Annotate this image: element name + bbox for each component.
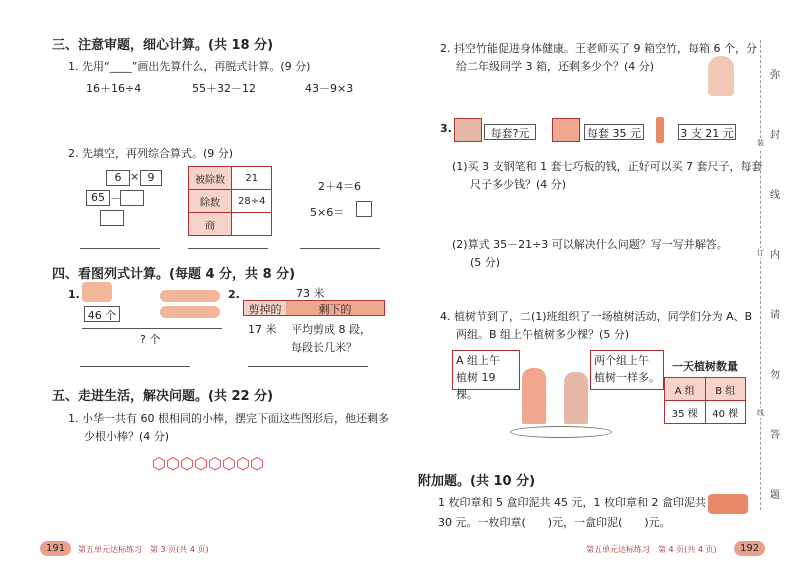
r-q2-line2: 给二年级同学 3 箱，还剩多少个？(4 分): [456, 60, 655, 73]
ruler-set-icon: [454, 118, 482, 142]
pen-icon: [656, 117, 664, 143]
rope-left: 剩下的: [286, 301, 384, 315]
r-q3-2-line2: (5 分): [470, 256, 501, 269]
pic-q1-number: 1.: [68, 288, 80, 301]
tree-count-table: [664, 358, 746, 424]
pic-q2-len: 17 米: [248, 323, 277, 336]
q5-1-line2: 少根小棒？(4 分): [84, 430, 170, 443]
tbl-head-divisor: 除数: [189, 190, 232, 213]
rope-bar: [243, 300, 385, 316]
r-q4-line1: 4. 植树节到了，二(1)班组织了一场植树活动，同学们分为 A、B: [440, 310, 753, 323]
brace-line: [82, 328, 222, 329]
division-table: [188, 166, 272, 236]
chain-box-result2[interactable]: [100, 210, 124, 226]
tree-val-a: 35 棵: [665, 401, 706, 424]
eq-2: 5×6＝: [310, 206, 345, 219]
rope-cut: 剪掉的: [244, 301, 287, 315]
bonus-line2: 30 元。一枚印章( )元，一盒印泥( )元。: [438, 516, 671, 529]
side-mark-1: 装: [757, 139, 764, 147]
page-number-right: 192: [734, 541, 765, 556]
side-char-2: 封: [770, 130, 780, 141]
pic-q2-text2: 每段长几米？: [291, 341, 357, 354]
ground-icon: [510, 426, 612, 438]
expr-3: 43－9×3: [305, 82, 354, 95]
side-mark-2: 订: [757, 249, 764, 257]
r-q3-1-line2: 尺子多少钱？(4 分): [470, 178, 567, 191]
page-number-left: 191: [40, 541, 71, 556]
chain-diagram: 6 × 9 65 －: [78, 166, 188, 236]
side-dash: [760, 40, 761, 510]
bubble-b: [590, 350, 664, 390]
bonus-line1: 1 枚印章和 5 盒印泥共 45 元，1 枚印章和 2 盒印泥共: [438, 496, 706, 509]
planting-illustration: [450, 348, 660, 440]
side-mark-3: 线: [757, 409, 764, 417]
pic-q2-total: 73 米: [296, 287, 325, 300]
chain-box-c: 65: [86, 190, 110, 206]
price-1: 每套?元: [484, 124, 536, 140]
plates-icon: [160, 290, 220, 302]
section-3-title: 三、注意审题，细心计算。(共 18 分): [52, 38, 274, 53]
tbl-val-dividend: 21: [232, 167, 272, 190]
price-2: 每套 35 元: [584, 124, 644, 140]
bubble-a-line1: A 组上午: [456, 354, 501, 367]
hexagon-row: ⬡⬡⬡⬡⬡⬡⬡⬡: [152, 454, 264, 473]
tbl-head-dividend: 被除数: [189, 167, 232, 190]
tbl-head-quotient: 商: [189, 213, 232, 236]
q1-prompt: 1. 先用“____”画出先算什么，再脱式计算。(9 分): [68, 60, 311, 73]
bubble-b-line1: 两个组上午: [594, 354, 649, 367]
q2-prompt: 2. 先填空，再列综合算式。(9 分): [68, 147, 234, 160]
tree-head-b: B 组: [705, 378, 746, 401]
side-char-7: 答: [770, 430, 780, 441]
price-3: 3 支 21 元: [678, 124, 736, 140]
tbl-val-divisor: 28÷4: [232, 190, 272, 213]
pic-q2-text1: 平均剪成 8 段，: [291, 323, 371, 336]
side-char-4: 内: [770, 250, 780, 261]
tbl-val-quotient[interactable]: [232, 213, 272, 236]
section-5-title: 五、走进生活，解决问题。(共 22 分): [52, 389, 274, 404]
r-q2-line1: 2. 抖空竹能促进身体健康。王老师买了 9 箱空竹，每箱 6 个，分: [440, 42, 757, 55]
tangram-icon: [552, 118, 580, 142]
chain-box-result1[interactable]: [120, 190, 144, 206]
pic-q2-number: 2.: [228, 288, 240, 301]
r-q4-line2: 两组。B 组上午植树多少棵？(5 分): [456, 328, 630, 341]
chain-box-b: 9: [140, 170, 162, 186]
bubble-a-line2: 植树 19 棵。: [456, 371, 496, 401]
chain-box-a: 6: [106, 170, 130, 186]
side-char-5: 请: [770, 310, 780, 321]
eq-2-blank[interactable]: [356, 201, 372, 217]
footer-left: 第五单元达标练习 第 3 页(共 4 页): [78, 545, 209, 554]
bubble-b-line2: 植树一样多。: [594, 371, 660, 384]
r-q3-number: 3.: [440, 122, 452, 135]
eq-1: 2＋4＝6: [318, 180, 361, 193]
side-char-3: 线: [770, 190, 780, 201]
r-q3-1-line1: (1)买 3 支钢笔和 1 套七巧板的钱，正好可以买 7 套尺子，每套: [452, 160, 763, 173]
child-a-icon: [522, 368, 546, 424]
section-4-title: 四、看图列式计算。(每题 4 分，共 8 分): [52, 267, 296, 282]
pic-q1-count: 46 个: [84, 306, 120, 322]
expr-1: 16＋16÷4: [86, 82, 142, 95]
tree-table-title: 一天植树数量: [672, 360, 738, 373]
bonus-title: 附加题。(共 10 分): [418, 474, 536, 489]
basket-icon: [82, 282, 112, 302]
plates-icon-2: [160, 306, 220, 318]
tree-head-a: A 组: [665, 378, 706, 401]
r-q3-2-line1: (2)算式 35－21÷3 可以解决什么问题？写一写并解答。: [452, 238, 728, 251]
tree-val-b: 40 棵: [705, 401, 746, 424]
stamp-icon: [708, 494, 748, 514]
bubble-a: [452, 350, 520, 401]
pic-q1-question: ? 个: [140, 333, 161, 346]
side-char-8: 题: [770, 490, 780, 501]
q5-1-line1: 1. 小华一共有 60 根相同的小棒，摆完下面这些图形后，他还剩多: [68, 412, 389, 425]
child-b-icon: [564, 372, 588, 424]
side-char-6: 勿: [770, 370, 780, 381]
side-char-1: 弥: [770, 70, 780, 81]
kid-diabolo-icon: [708, 56, 734, 96]
footer-right: 第五单元达标练习 第 4 页(共 4 页): [586, 545, 717, 554]
expr-2: 55＋32－12: [192, 82, 256, 95]
